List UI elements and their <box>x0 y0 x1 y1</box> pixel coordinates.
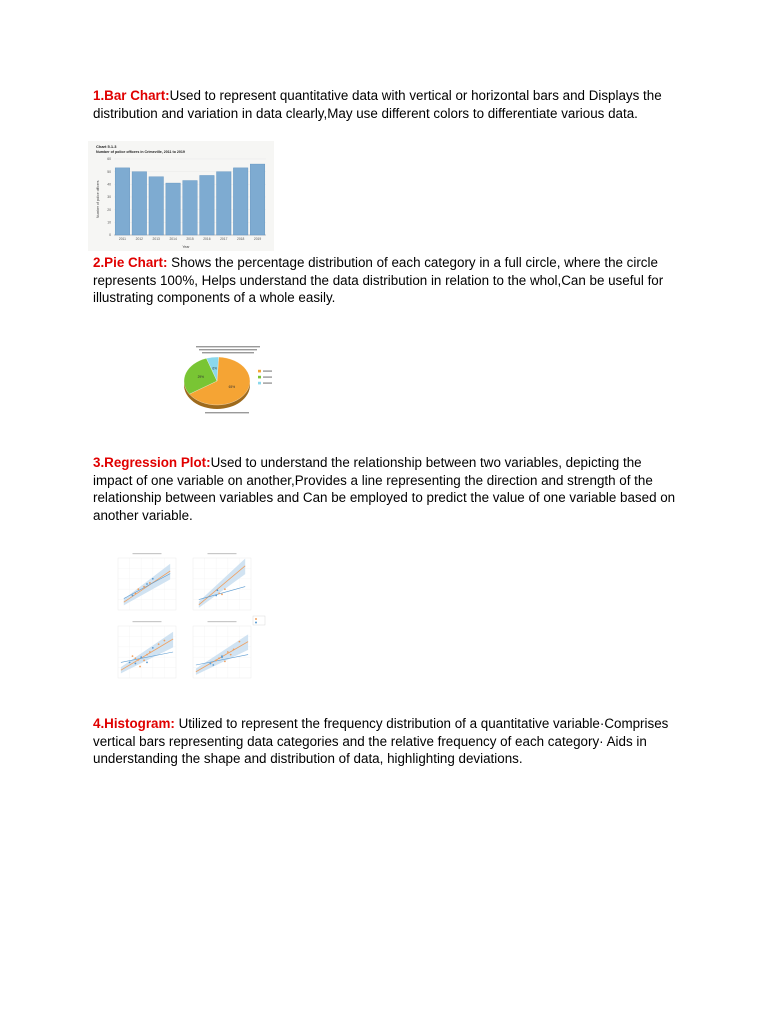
bar <box>115 168 130 235</box>
x-tick-label: 2011 <box>118 237 126 241</box>
section-body: Used to understand the relationship between two variables, depicting the impact of one variable on another,Provides a line representing the direction and strength of the relationship between variables and Can be employed to predict the value of one variable based on another variable. <box>93 455 676 523</box>
data-point <box>221 655 223 657</box>
bar-chart-figure <box>88 141 274 251</box>
regression-panel <box>193 621 251 678</box>
data-point <box>137 588 139 590</box>
x-tick-label: 2016 <box>203 237 211 241</box>
panel-title <box>208 621 237 622</box>
data-point <box>227 651 229 653</box>
section-body: Shows the percentage distribution of each category in a full circle, where the circle represents 100%, Helps understand the data distribution in relation to the whol,Can be useful for illustrating components of a whole easily. <box>93 255 664 306</box>
section-body: Utilized to represent the frequency distribution of a quantitative variable·Comprises vertical bars representing data categories and the relative frequency of each category· Aids in understanding the shape and distribution of data, highlighting deviations. <box>93 716 669 767</box>
panel-title <box>208 553 237 554</box>
data-point <box>132 595 134 597</box>
bar <box>200 175 215 235</box>
bar <box>217 172 232 235</box>
pie-caption-line <box>196 346 260 347</box>
bar <box>132 172 147 235</box>
data-point <box>135 592 137 594</box>
section-body: Used to represent quantitative data with vertical or horizontal bars and Displays the distribution and variation in data clearly,May use different colors to differentiate various data. <box>93 88 662 121</box>
legend-entry <box>263 376 272 377</box>
y-axis-label: Number of police officers <box>96 180 100 218</box>
data-point <box>132 655 134 657</box>
regression-panel <box>118 621 176 678</box>
section-regression-plot <box>93 454 683 524</box>
x-tick-label: 2012 <box>135 237 144 241</box>
section-heading: 4.Histogram: <box>93 716 175 731</box>
chart-title: Chart 5.1.3 <box>96 144 117 149</box>
y-tick-label: 60 <box>107 157 111 162</box>
data-point <box>149 651 151 653</box>
pie-footer-line <box>205 412 249 413</box>
data-point <box>143 586 145 588</box>
data-point <box>233 649 235 651</box>
legend-marker <box>255 622 257 624</box>
y-tick-label: 10 <box>107 220 111 225</box>
data-point <box>135 657 137 659</box>
legend-marker <box>255 618 257 620</box>
data-point <box>146 662 148 664</box>
bar <box>166 183 181 235</box>
section-bar-chart <box>93 87 683 122</box>
legend-swatch <box>258 370 261 373</box>
regression-panel <box>118 553 176 610</box>
x-tick-label: 2019 <box>253 237 262 241</box>
pie-slice-label: 29% <box>197 374 204 379</box>
data-point <box>224 588 226 590</box>
data-point <box>137 659 139 661</box>
section-heading: 3.Regression Plot: <box>93 455 211 470</box>
legend-box <box>253 616 265 625</box>
data-point <box>129 662 131 664</box>
y-tick-label: 0 <box>109 233 111 238</box>
data-point <box>139 666 141 668</box>
y-tick-label: 50 <box>107 169 111 174</box>
data-point <box>216 589 218 591</box>
data-point <box>135 663 137 665</box>
bar <box>149 177 164 235</box>
legend-entry <box>263 370 272 371</box>
data-point <box>210 663 212 665</box>
data-point <box>143 659 145 661</box>
pie-chart-figure <box>180 340 276 418</box>
bar <box>250 164 265 235</box>
data-point <box>239 641 241 643</box>
section-heading: 1.Bar Chart: <box>93 88 170 103</box>
bar <box>183 181 198 235</box>
data-point <box>230 654 232 656</box>
legend-swatch <box>258 382 261 385</box>
data-point <box>221 594 223 596</box>
pie-slice-label: 6% <box>212 366 217 371</box>
pie-slice-label: 65% <box>228 385 236 390</box>
pie-caption-line <box>202 352 254 353</box>
section-histogram <box>93 715 683 768</box>
legend-swatch <box>258 376 261 379</box>
data-point <box>146 583 148 585</box>
y-tick-label: 40 <box>107 182 111 187</box>
x-tick-label: 2018 <box>236 237 245 241</box>
panel-title <box>133 621 162 622</box>
y-tick-label: 30 <box>107 195 111 200</box>
section-pie-chart <box>93 254 683 307</box>
chart-subtitle: Number of police officers in Crimeville, 2011 to 2019 <box>96 150 185 154</box>
x-tick-label: 2014 <box>169 237 177 241</box>
x-axis-label: Year <box>182 245 190 249</box>
data-point <box>146 654 148 656</box>
x-tick-label: 2015 <box>186 237 194 241</box>
data-point <box>218 592 220 594</box>
data-point <box>152 647 154 649</box>
section-heading: 2.Pie Chart: <box>93 255 168 270</box>
x-tick-label: 2013 <box>152 237 160 241</box>
data-point <box>212 664 214 666</box>
regression-panel <box>193 553 251 610</box>
data-point <box>164 640 166 642</box>
pie-caption-line <box>199 349 257 350</box>
data-point <box>149 582 151 584</box>
data-point <box>218 657 220 659</box>
data-point <box>152 578 154 580</box>
data-point <box>215 659 217 661</box>
data-point <box>224 660 226 662</box>
regression-plot-figure <box>98 546 272 694</box>
legend-entry <box>263 382 272 383</box>
bar <box>233 168 248 235</box>
panel-title <box>133 553 162 554</box>
data-point <box>215 595 217 597</box>
data-point <box>158 643 160 645</box>
y-tick-label: 20 <box>107 207 111 212</box>
data-point <box>140 656 142 658</box>
x-tick-label: 2017 <box>220 237 228 241</box>
